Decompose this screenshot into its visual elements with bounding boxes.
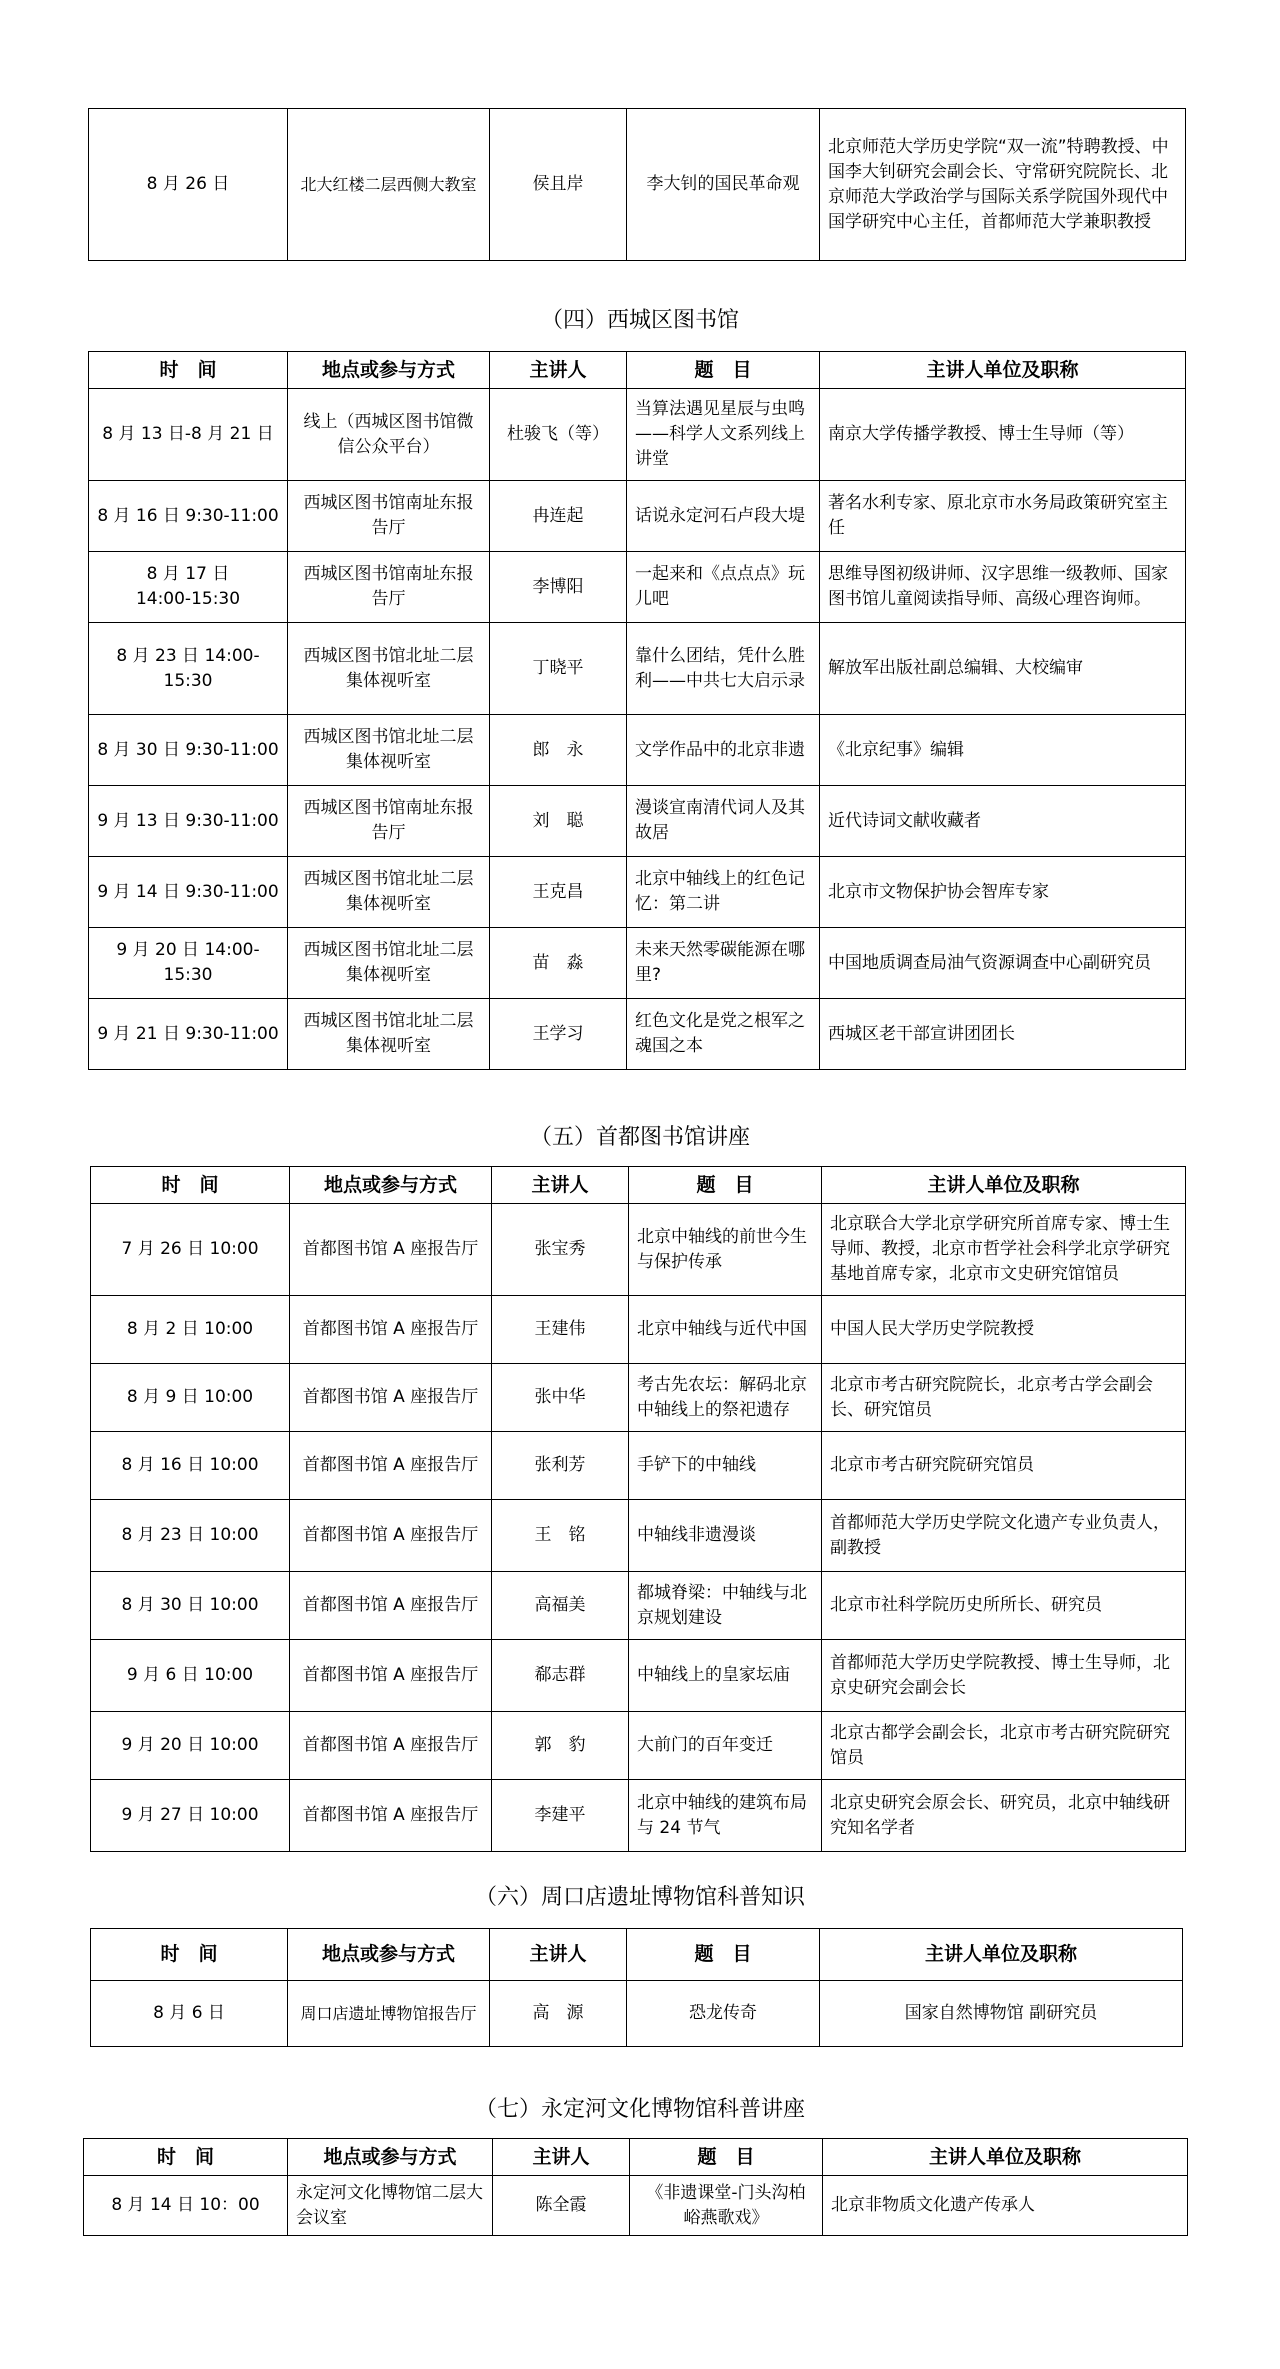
header-speaker: 主讲人 xyxy=(490,1929,627,1981)
header-speaker: 主讲人 xyxy=(493,2139,630,2176)
cell-location: 西城区图书馆北址二层集体视听室 xyxy=(288,999,490,1070)
table-row xyxy=(91,1780,1186,1852)
cell-time: 8 月 16 日 9:30-11:00 xyxy=(89,481,288,552)
cell-time: 8 月 6 日 xyxy=(91,1981,288,2047)
cell-time: 9 月 13 日 9:30-11:00 xyxy=(89,786,288,857)
section-title-zhoukoudian-museum: （六）周口店遗址博物馆科普知识 xyxy=(474,1885,805,1910)
table-header-row xyxy=(91,1167,1186,1204)
cell-time: 8 月 9 日 10:00 xyxy=(91,1364,290,1432)
cell-time: 7 月 26 日 10:00 xyxy=(91,1204,290,1296)
cell-speaker: 张中华 xyxy=(492,1364,629,1432)
yongdinghe-table-body xyxy=(84,2176,1188,2236)
cell-topic: 红色文化是党之根军之魂国之本 xyxy=(627,999,820,1070)
cell-time: 9 月 20 日 10:00 xyxy=(91,1712,290,1780)
header-location: 地点或参与方式 xyxy=(290,1167,492,1204)
table-row xyxy=(91,1572,1186,1640)
cell-affiliation: 中国地质调查局油气资源调查中心副研究员 xyxy=(820,928,1186,999)
cell-time: 9 月 21 日 9:30-11:00 xyxy=(89,999,288,1070)
capital-table-body xyxy=(91,1204,1186,1852)
cell-location: 周口店遗址博物馆报告厅 xyxy=(288,1981,490,2047)
cell-topic: 《非遗课堂-门头沟柏峪燕歌戏》 xyxy=(630,2176,823,2236)
cell-time: 8 月 23 日 10:00 xyxy=(91,1500,290,1572)
cell-affiliation: 北京师范大学历史学院“双一流”特聘教授、中国李大钊研究会副会长、守常研究院院长、北京师范大学政治学与国际关系学院国外现代中国学研究中心主任，首都师范大学兼职教授 xyxy=(820,109,1186,261)
cell-topic: 未来天然零碳能源在哪里? xyxy=(627,928,820,999)
cell-affiliation: 北京联合大学北京学研究所首席专家、博士生导师、教授，北京市哲学社会科学北京学研究基地首席专家，北京市文史研究馆馆员 xyxy=(822,1204,1186,1296)
cell-speaker: 高 源 xyxy=(490,1981,627,2047)
cell-location: 首都图书馆 A 座报告厅 xyxy=(290,1572,492,1640)
table-row xyxy=(91,1204,1186,1296)
cell-speaker: 侯且岸 xyxy=(490,109,627,261)
cell-location: 西城区图书馆北址二层集体视听室 xyxy=(288,857,490,928)
cell-time: 8 月 26 日 xyxy=(89,109,288,261)
table-row xyxy=(89,928,1186,999)
cell-speaker: 高福美 xyxy=(492,1572,629,1640)
header-location: 地点或参与方式 xyxy=(288,2139,493,2176)
table-row xyxy=(89,481,1186,552)
cell-speaker: 苗 淼 xyxy=(490,928,627,999)
cell-affiliation: 近代诗词文献收藏者 xyxy=(820,786,1186,857)
cell-affiliation: 北京史研究会原会长、研究员，北京中轴线研究知名学者 xyxy=(822,1780,1186,1852)
header-location: 地点或参与方式 xyxy=(288,352,490,389)
header-topic: 题 目 xyxy=(629,1167,822,1204)
cell-location: 西城区图书馆北址二层集体视听室 xyxy=(288,623,490,715)
zhoukoudian-table-body xyxy=(91,1981,1183,2047)
cell-affiliation: 北京市考古研究院院长，北京考古学会副会长、研究馆员 xyxy=(822,1364,1186,1432)
cell-affiliation: 首都师范大学历史学院教授、博士生导师，北京史研究会副会长 xyxy=(822,1640,1186,1712)
top-lecture-table xyxy=(88,108,1186,261)
cell-location: 西城区图书馆南址东报告厅 xyxy=(288,552,490,623)
cell-topic: 大前门的百年变迁 xyxy=(629,1712,822,1780)
table-row xyxy=(89,715,1186,786)
cell-speaker: 郭 豹 xyxy=(492,1712,629,1780)
cell-time: 8 月 16 日 10:00 xyxy=(91,1432,290,1500)
table-row xyxy=(91,1712,1186,1780)
cell-affiliation: 北京非物质文化遗产传承人 xyxy=(823,2176,1188,2236)
table-row xyxy=(89,786,1186,857)
cell-location: 北大红楼二层西侧大教室 xyxy=(288,109,490,261)
section-title-capital-library: （五）首都图书馆讲座 xyxy=(529,1125,750,1150)
cell-location: 首都图书馆 A 座报告厅 xyxy=(290,1296,492,1364)
header-affiliation: 主讲人单位及职称 xyxy=(820,352,1186,389)
header-time: 时 间 xyxy=(91,1929,288,1981)
cell-location: 首都图书馆 A 座报告厅 xyxy=(290,1780,492,1852)
cell-topic: 一起来和《点点点》玩儿吧 xyxy=(627,552,820,623)
cell-topic: 北京中轴线上的红色记忆：第二讲 xyxy=(627,857,820,928)
section-title-yongdinghe-museum: （七）永定河文化博物馆科普讲座 xyxy=(474,2097,805,2122)
table-row xyxy=(89,857,1186,928)
table-row xyxy=(91,1640,1186,1712)
cell-affiliation: 著名水利专家、原北京市水务局政策研究室主任 xyxy=(820,481,1186,552)
cell-speaker: 杜骏飞（等） xyxy=(490,389,627,481)
cell-affiliation: 国家自然博物馆 副研究员 xyxy=(820,1981,1183,2047)
cell-time: 8 月 30 日 10:00 xyxy=(91,1572,290,1640)
cell-affiliation: 北京市文物保护协会智库专家 xyxy=(820,857,1186,928)
xicheng-library-table xyxy=(88,351,1186,1070)
cell-affiliation: 中国人民大学历史学院教授 xyxy=(822,1296,1186,1364)
cell-time: 9 月 6 日 10:00 xyxy=(91,1640,290,1712)
header-affiliation: 主讲人单位及职称 xyxy=(822,1167,1186,1204)
cell-location: 首都图书馆 A 座报告厅 xyxy=(290,1364,492,1432)
cell-topic: 北京中轴线的建筑布局与 24 节气 xyxy=(629,1780,822,1852)
cell-topic: 靠什么团结，凭什么胜利——中共七大启示录 xyxy=(627,623,820,715)
cell-topic: 考古先农坛：解码北京中轴线上的祭祀遗存 xyxy=(629,1364,822,1432)
cell-location: 西城区图书馆南址东报告厅 xyxy=(288,481,490,552)
cell-speaker: 冉连起 xyxy=(490,481,627,552)
cell-location: 线上（西城区图书馆微信公众平台） xyxy=(288,389,490,481)
table-row xyxy=(84,2176,1188,2236)
cell-affiliation: 首都师范大学历史学院文化遗产专业负责人，副教授 xyxy=(822,1500,1186,1572)
cell-location: 西城区图书馆北址二层集体视听室 xyxy=(288,928,490,999)
header-speaker: 主讲人 xyxy=(490,352,627,389)
cell-topic: 话说永定河石卢段大堤 xyxy=(627,481,820,552)
cell-topic: 中轴线上的皇家坛庙 xyxy=(629,1640,822,1712)
cell-location: 西城区图书馆北址二层集体视听室 xyxy=(288,715,490,786)
header-topic: 题 目 xyxy=(630,2139,823,2176)
cell-speaker: 郗志群 xyxy=(492,1640,629,1712)
cell-time: 8 月 13 日-8 月 21 日 xyxy=(89,389,288,481)
cell-speaker: 张宝秀 xyxy=(492,1204,629,1296)
cell-speaker: 王建伟 xyxy=(492,1296,629,1364)
cell-time: 8 月 30 日 9:30-11:00 xyxy=(89,715,288,786)
table-row xyxy=(91,1296,1186,1364)
cell-time: 8 月 14 日 10：00 xyxy=(84,2176,288,2236)
cell-speaker: 王 铭 xyxy=(492,1500,629,1572)
cell-time: 9 月 14 日 9:30-11:00 xyxy=(89,857,288,928)
cell-speaker: 张利芳 xyxy=(492,1432,629,1500)
cell-location: 西城区图书馆南址东报告厅 xyxy=(288,786,490,857)
table-header-row xyxy=(89,352,1186,389)
section-title-xicheng-library: （四）西城区图书馆 xyxy=(540,308,739,333)
header-time: 时 间 xyxy=(89,352,288,389)
cell-affiliation: 北京市考古研究院研究馆员 xyxy=(822,1432,1186,1500)
cell-affiliation: 解放军出版社副总编辑、大校编审 xyxy=(820,623,1186,715)
table-row xyxy=(89,552,1186,623)
cell-speaker: 王克昌 xyxy=(490,857,627,928)
header-time: 时 间 xyxy=(84,2139,288,2176)
cell-speaker: 刘 聪 xyxy=(490,786,627,857)
cell-topic: 手铲下的中轴线 xyxy=(629,1432,822,1500)
xicheng-table-body xyxy=(89,389,1186,1070)
cell-topic: 文学作品中的北京非遗 xyxy=(627,715,820,786)
capital-library-table xyxy=(90,1166,1186,1852)
table-row xyxy=(91,1364,1186,1432)
cell-location: 首都图书馆 A 座报告厅 xyxy=(290,1640,492,1712)
table-row xyxy=(89,999,1186,1070)
header-time: 时 间 xyxy=(91,1167,290,1204)
cell-time: 8 月 23 日 14:00-15:30 xyxy=(89,623,288,715)
table-row xyxy=(89,389,1186,481)
cell-topic: 北京中轴线的前世今生与保护传承 xyxy=(629,1204,822,1296)
cell-topic: 中轴线非遗漫谈 xyxy=(629,1500,822,1572)
table-header-row xyxy=(91,1929,1183,1981)
zhoukoudian-table xyxy=(90,1928,1183,2047)
cell-affiliation: 《北京纪事》编辑 xyxy=(820,715,1186,786)
cell-location: 首都图书馆 A 座报告厅 xyxy=(290,1712,492,1780)
cell-affiliation: 北京古都学会副会长，北京市考古研究院研究馆员 xyxy=(822,1712,1186,1780)
table-row xyxy=(91,1500,1186,1572)
table-row xyxy=(91,1432,1186,1500)
cell-affiliation: 思维导图初级讲师、汉字思维一级教师、国家图书馆儿童阅读指导师、高级心理咨询师。 xyxy=(820,552,1186,623)
cell-location: 永定河文化博物馆二层大会议室 xyxy=(288,2176,493,2236)
table-row xyxy=(91,1981,1183,2047)
top-table-body xyxy=(89,109,1186,261)
cell-location: 首都图书馆 A 座报告厅 xyxy=(290,1204,492,1296)
cell-location: 首都图书馆 A 座报告厅 xyxy=(290,1432,492,1500)
table-row xyxy=(89,109,1186,261)
cell-topic: 北京中轴线与近代中国 xyxy=(629,1296,822,1364)
cell-affiliation: 南京大学传播学教授、博士生导师（等） xyxy=(820,389,1186,481)
table-header-row xyxy=(84,2139,1188,2176)
cell-topic: 都城脊梁：中轴线与北京规划建设 xyxy=(629,1572,822,1640)
cell-topic: 恐龙传奇 xyxy=(627,1981,820,2047)
yongdinghe-table xyxy=(83,2138,1188,2236)
cell-time: 9 月 27 日 10:00 xyxy=(91,1780,290,1852)
header-affiliation: 主讲人单位及职称 xyxy=(820,1929,1183,1981)
cell-speaker: 陈全霞 xyxy=(493,2176,630,2236)
cell-time: 9 月 20 日 14:00-15:30 xyxy=(89,928,288,999)
cell-affiliation: 西城区老干部宣讲团团长 xyxy=(820,999,1186,1070)
header-topic: 题 目 xyxy=(627,1929,820,1981)
cell-topic: 当算法遇见星辰与虫鸣——科学人文系列线上讲堂 xyxy=(627,389,820,481)
cell-time: 8 月 2 日 10:00 xyxy=(91,1296,290,1364)
cell-topic: 漫谈宣南清代词人及其故居 xyxy=(627,786,820,857)
cell-affiliation: 北京市社科学院历史所所长、研究员 xyxy=(822,1572,1186,1640)
cell-speaker: 丁晓平 xyxy=(490,623,627,715)
header-speaker: 主讲人 xyxy=(492,1167,629,1204)
cell-speaker: 郎 永 xyxy=(490,715,627,786)
header-topic: 题 目 xyxy=(627,352,820,389)
cell-speaker: 王学习 xyxy=(490,999,627,1070)
cell-speaker: 李博阳 xyxy=(490,552,627,623)
header-affiliation: 主讲人单位及职称 xyxy=(823,2139,1188,2176)
cell-location: 首都图书馆 A 座报告厅 xyxy=(290,1500,492,1572)
cell-time: 8 月 17 日 14:00-15:30 xyxy=(89,552,288,623)
cell-topic: 李大钊的国民革命观 xyxy=(627,109,820,261)
table-row xyxy=(89,623,1186,715)
cell-speaker: 李建平 xyxy=(492,1780,629,1852)
header-location: 地点或参与方式 xyxy=(288,1929,490,1981)
